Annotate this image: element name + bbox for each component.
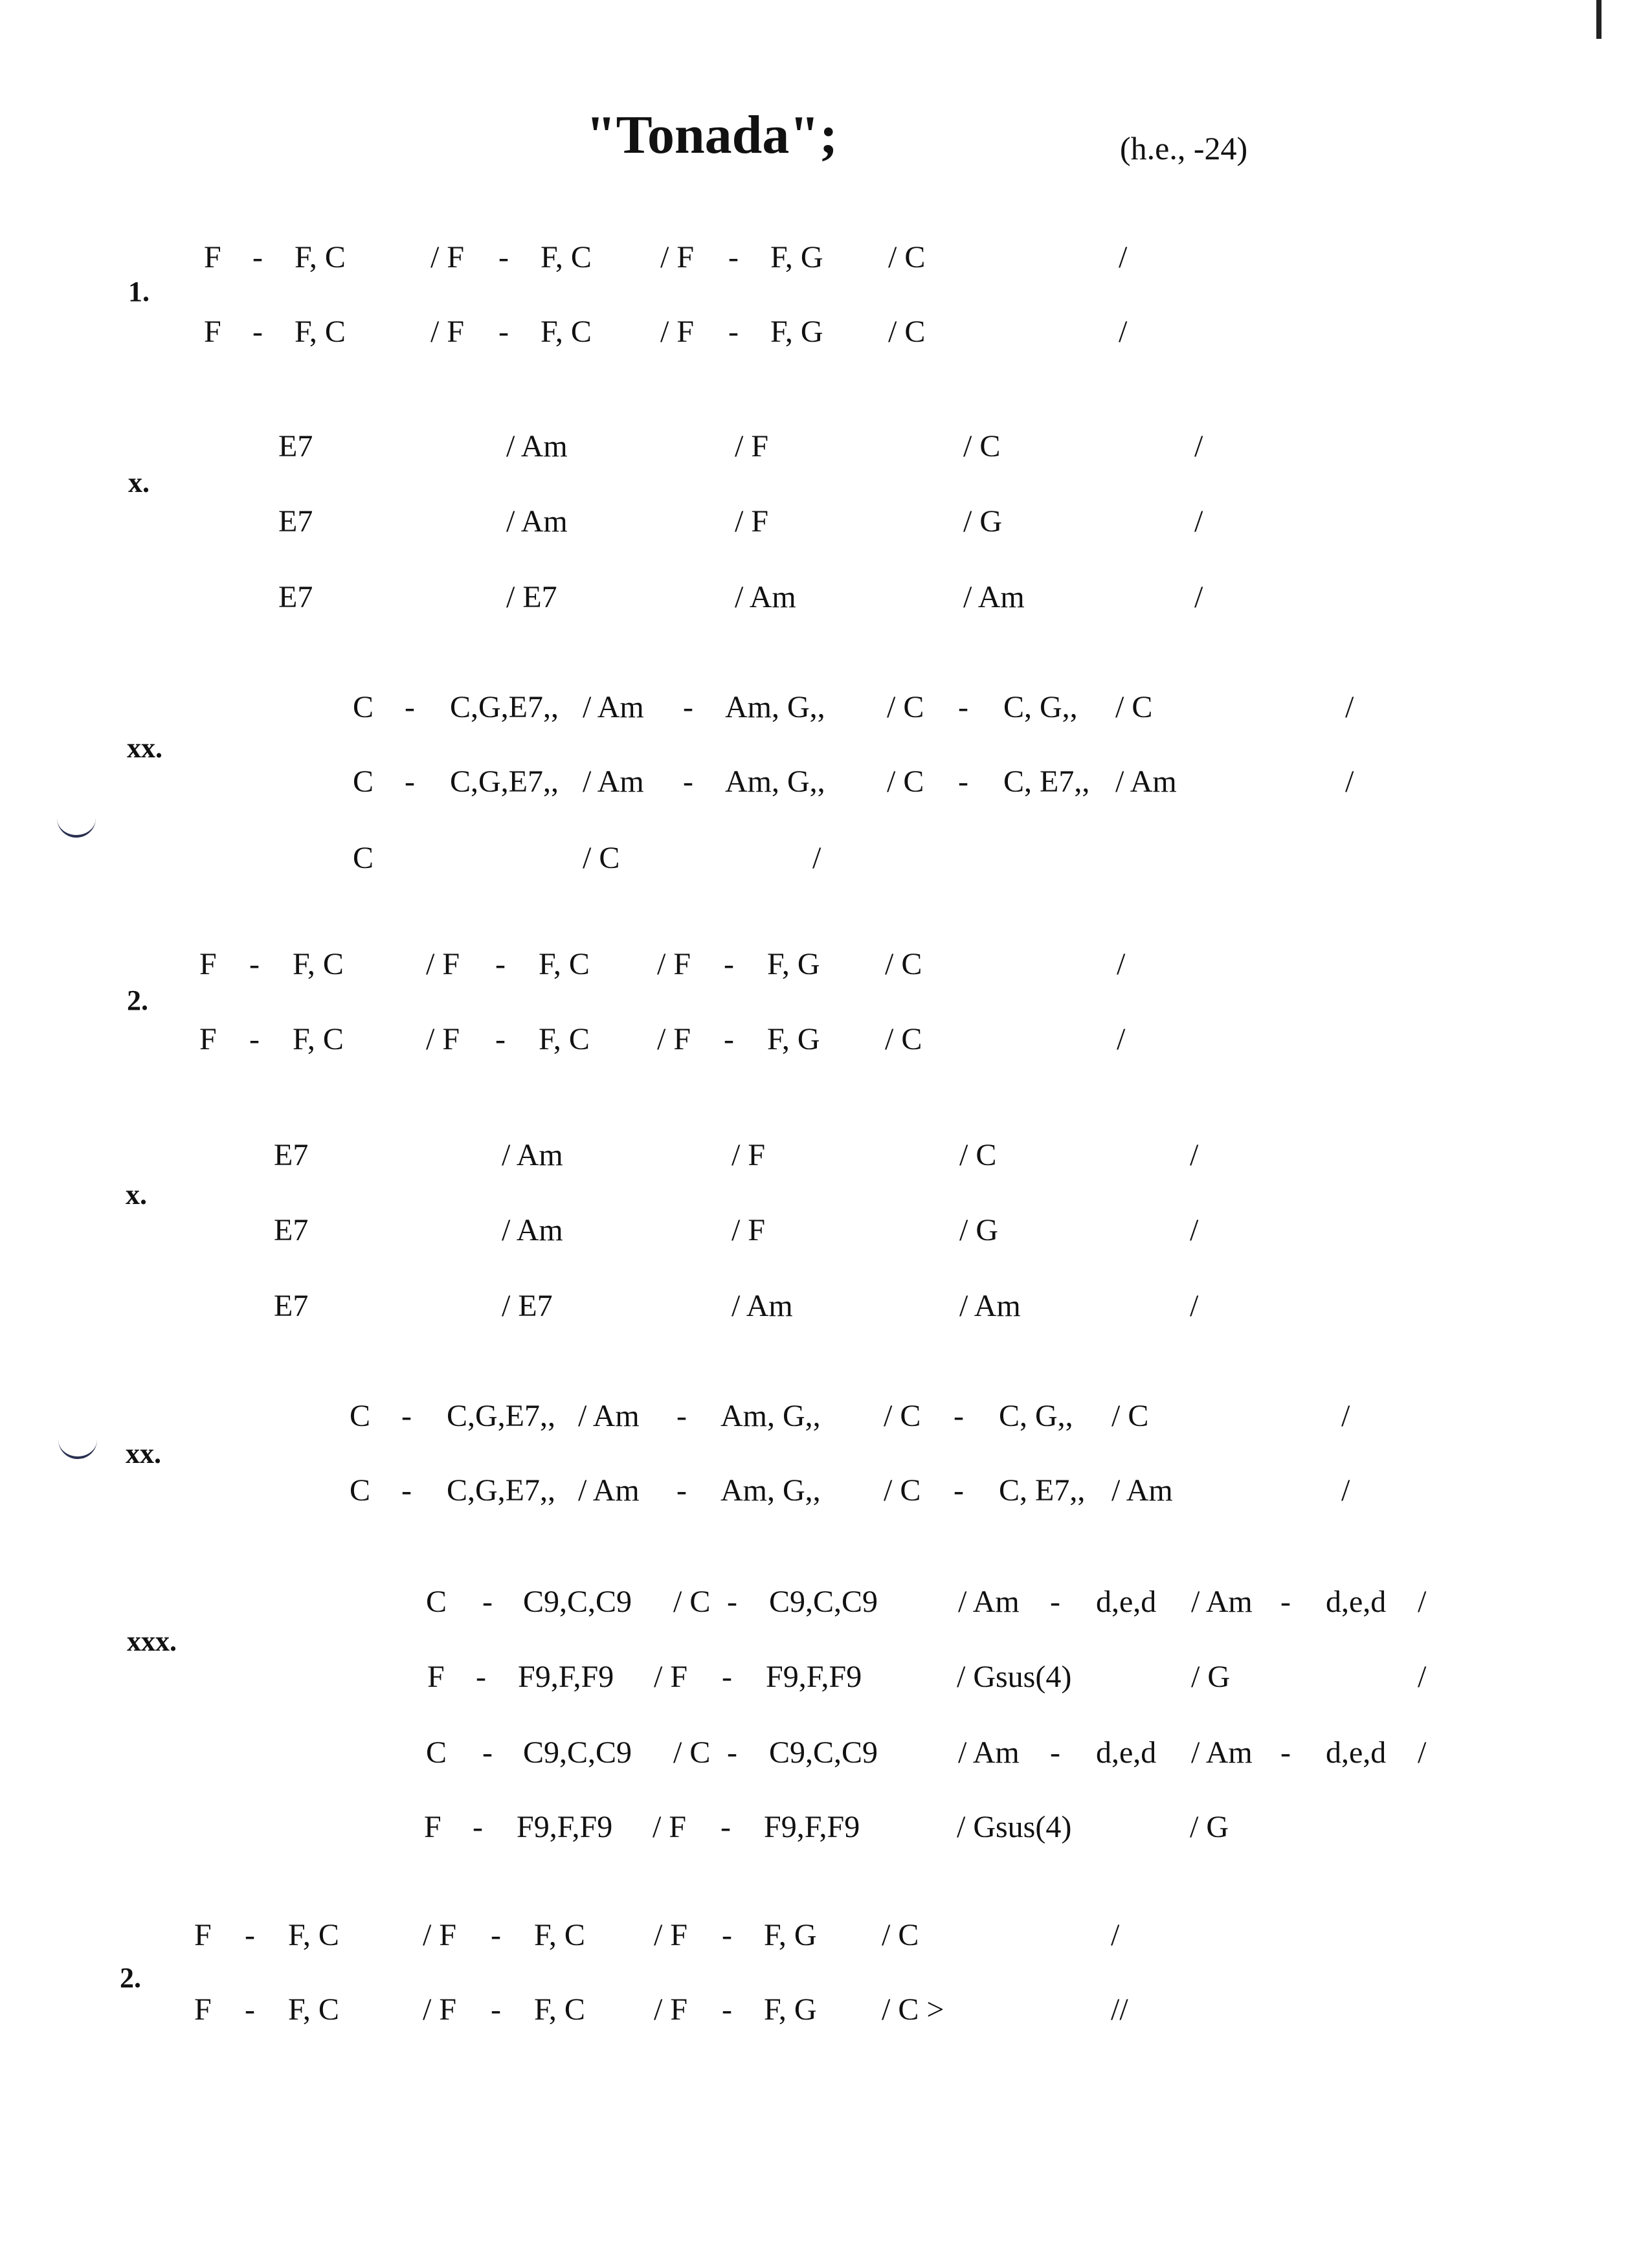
chord: / G xyxy=(1190,1810,1229,1844)
chord-dash: - xyxy=(401,1473,412,1508)
chord-row xyxy=(0,240,1652,285)
chord-row xyxy=(0,840,1652,886)
chord: C, E7,, xyxy=(1003,764,1090,799)
chord-dash: - xyxy=(1050,1585,1060,1619)
chord: / Am xyxy=(963,580,1025,614)
chord-dash: - xyxy=(491,1918,501,1952)
chord: F, G xyxy=(770,240,823,274)
bar-line: / xyxy=(1119,315,1128,349)
chord: / F xyxy=(430,315,465,349)
chord: / C xyxy=(884,1399,921,1433)
chord: F, C xyxy=(293,1022,344,1056)
chord: C xyxy=(353,764,374,799)
chord: C xyxy=(426,1585,447,1619)
chord: F, C xyxy=(534,1992,585,2027)
section-label: xxx. xyxy=(127,1625,177,1657)
chord: / Am xyxy=(578,1473,640,1508)
bar-line: / xyxy=(1117,947,1126,981)
chord: F, G xyxy=(764,1992,817,2027)
chord: / E7 xyxy=(506,580,557,614)
chord: F xyxy=(194,1992,212,2027)
chord: F, C xyxy=(541,240,592,274)
chord-row xyxy=(0,1735,1652,1780)
chord: E7 xyxy=(274,1213,309,1247)
chord-dash: - xyxy=(676,1399,687,1433)
chord: Am, G,, xyxy=(720,1399,821,1433)
bar-line: // xyxy=(1111,1992,1128,2027)
chord: / G xyxy=(959,1213,998,1247)
bar-line: / xyxy=(1111,1918,1120,1952)
chord: C xyxy=(353,841,374,875)
chord: / C xyxy=(885,1022,922,1056)
chord: / F xyxy=(660,240,695,274)
chord: F, C xyxy=(539,947,590,981)
chord: Am, G,, xyxy=(725,764,825,799)
song-title: "Tonada"; xyxy=(586,105,838,165)
chord-dash: - xyxy=(683,764,693,799)
chord-row xyxy=(0,1659,1652,1704)
chord-dash: - xyxy=(954,1399,964,1433)
chord: F xyxy=(199,947,217,981)
chord: / F xyxy=(653,1810,687,1844)
chord: C9,C,C9 xyxy=(523,1585,632,1619)
chord-dash: - xyxy=(495,1022,506,1056)
bar-line: / xyxy=(1190,1289,1199,1323)
chord: / Am xyxy=(1191,1585,1253,1619)
chord: / Am xyxy=(583,690,644,724)
chord: E7 xyxy=(278,580,313,614)
chord: F9,F,F9 xyxy=(517,1810,613,1844)
chord: F, C xyxy=(539,1022,590,1056)
chord-dash: - xyxy=(252,240,263,274)
chord-row xyxy=(0,946,1652,992)
chord-dash: - xyxy=(482,1585,493,1619)
chord: / F xyxy=(735,504,769,539)
chord-row xyxy=(0,314,1652,359)
chord: / C xyxy=(583,841,620,875)
chord: C,G,E7,, xyxy=(447,1473,555,1508)
chord-dash: - xyxy=(727,1735,737,1770)
chord-dash: - xyxy=(245,1992,255,2027)
chord: C xyxy=(350,1473,371,1508)
chord: F9,F,F9 xyxy=(764,1810,860,1844)
chord: / Am xyxy=(506,504,568,539)
chord-dash: - xyxy=(245,1918,255,1952)
bar-line: / xyxy=(1418,1585,1427,1619)
chord: F, G xyxy=(764,1918,817,1952)
chord-dash: - xyxy=(401,1399,412,1433)
chord-dash: - xyxy=(498,240,509,274)
chord: F9,F,F9 xyxy=(766,1660,862,1694)
chord: / F xyxy=(735,429,769,463)
chord: / F xyxy=(657,1022,691,1056)
chord: C9,C,C9 xyxy=(769,1735,878,1770)
chord-dash: - xyxy=(249,947,260,981)
bar-line: / xyxy=(1119,240,1128,274)
chord-dash: - xyxy=(728,315,739,349)
chord: / C xyxy=(887,764,924,799)
chord-dash: - xyxy=(473,1810,483,1844)
bar-line: / xyxy=(1341,1399,1350,1433)
chord: / Am xyxy=(958,1735,1020,1770)
chord: C, E7,, xyxy=(999,1473,1086,1508)
chord: F xyxy=(194,1918,212,1952)
chord: F xyxy=(204,315,221,349)
chord-row xyxy=(0,1288,1652,1333)
section-label: x. xyxy=(128,467,150,498)
chord: / C xyxy=(673,1585,711,1619)
chord-dash: - xyxy=(958,690,968,724)
chord: F, C xyxy=(295,315,346,349)
bar-line: / xyxy=(1117,1022,1126,1056)
chord: E7 xyxy=(274,1138,309,1172)
chord-dash: - xyxy=(405,764,415,799)
bar-line: / xyxy=(1190,1213,1199,1247)
chord: / G xyxy=(1191,1660,1230,1694)
chord-row xyxy=(0,689,1652,735)
chord-dash: - xyxy=(491,1992,501,2027)
chord-dash: - xyxy=(1280,1735,1291,1770)
chord: E7 xyxy=(278,504,313,539)
chord: / Am xyxy=(506,429,568,463)
chord: C9,C,C9 xyxy=(523,1735,632,1770)
chord-dash: - xyxy=(958,764,968,799)
bar-line: / xyxy=(1194,580,1203,614)
chord-dash: - xyxy=(482,1735,493,1770)
chord-row xyxy=(0,1809,1652,1855)
chord: Am, G,, xyxy=(720,1473,821,1508)
chord: / C xyxy=(888,240,926,274)
chord: / G xyxy=(963,504,1002,539)
song-subtitle: (h.e., -24) xyxy=(1120,130,1248,166)
chord: C xyxy=(353,690,374,724)
bar-line: / xyxy=(1345,690,1354,724)
chord-dash: - xyxy=(1050,1735,1060,1770)
chord: / C xyxy=(885,947,922,981)
chord: / Gsus(4) xyxy=(957,1660,1072,1694)
chord-dash: - xyxy=(724,947,734,981)
chord: / Am xyxy=(731,1289,793,1323)
section-label: xx. xyxy=(126,1438,161,1469)
chord: / F xyxy=(423,1918,457,1952)
bar-line: / xyxy=(1190,1138,1199,1172)
chord-dash: - xyxy=(720,1810,731,1844)
chord: C xyxy=(350,1399,371,1433)
chord-dash: - xyxy=(724,1022,734,1056)
chord-dash: - xyxy=(722,1918,732,1952)
chord: / C xyxy=(888,315,926,349)
chord-row xyxy=(0,1137,1652,1183)
chord: / C xyxy=(673,1735,711,1770)
section-label: 1. xyxy=(128,276,150,307)
chord-dash: - xyxy=(722,1992,732,2027)
chord: d,e,d xyxy=(1326,1585,1387,1619)
chord: / Am xyxy=(959,1289,1021,1323)
chord-dash: - xyxy=(722,1660,732,1694)
chord: / Am xyxy=(502,1213,563,1247)
chord: C,G,E7,, xyxy=(450,764,559,799)
chord: / C xyxy=(959,1138,997,1172)
chord-row xyxy=(0,1917,1652,1963)
chord: E7 xyxy=(274,1289,309,1323)
chord: / F xyxy=(430,240,465,274)
chord: / F xyxy=(654,1918,688,1952)
chord: / F xyxy=(654,1992,688,2027)
bar-line: / xyxy=(1418,1660,1427,1694)
chord: / C xyxy=(1115,690,1153,724)
chord: / Am xyxy=(1111,1473,1173,1508)
chord: / F xyxy=(660,315,695,349)
bar-line: / xyxy=(1418,1735,1427,1770)
chord: / Gsus(4) xyxy=(957,1810,1072,1844)
chord: / Am xyxy=(502,1138,563,1172)
chord: F, C xyxy=(534,1918,585,1952)
chord-dash: - xyxy=(728,240,739,274)
chord: / F xyxy=(654,1660,688,1694)
chord: C, G,, xyxy=(999,1399,1073,1433)
chord: C,G,E7,, xyxy=(450,690,559,724)
chord: F9,F,F9 xyxy=(518,1660,614,1694)
chord: F, C xyxy=(541,315,592,349)
chord-dash: - xyxy=(954,1473,964,1508)
pencil-mark xyxy=(57,809,96,838)
chord: F xyxy=(427,1660,445,1694)
section-label: x. xyxy=(126,1179,147,1210)
chord-row xyxy=(0,429,1652,474)
chord: / F xyxy=(657,947,691,981)
chord-row xyxy=(0,764,1652,809)
chord: / Am xyxy=(583,764,644,799)
scan-edge-mark xyxy=(1596,0,1602,39)
chord: F, C xyxy=(293,947,344,981)
chord: d,e,d xyxy=(1096,1735,1157,1770)
chord-dash: - xyxy=(249,1022,260,1056)
chord: / C xyxy=(963,429,1001,463)
chord: / C xyxy=(1111,1399,1149,1433)
chord: / Am xyxy=(578,1399,640,1433)
chord-row xyxy=(0,1992,1652,2037)
chord: F, C xyxy=(295,240,346,274)
chord: E7 xyxy=(278,429,313,463)
chord-dash: - xyxy=(498,315,509,349)
chord-dash: - xyxy=(676,1473,687,1508)
chord: / E7 xyxy=(502,1289,553,1323)
bar-line: / xyxy=(1194,504,1203,539)
chord: C9,C,C9 xyxy=(769,1585,878,1619)
chord-dash: - xyxy=(727,1585,737,1619)
chord: / C > xyxy=(882,1992,944,2027)
chord-dash: - xyxy=(495,947,506,981)
chord: / Am xyxy=(1191,1735,1253,1770)
chord-row xyxy=(0,504,1652,549)
chord: F, G xyxy=(767,947,820,981)
chord: / Am xyxy=(1115,764,1177,799)
chord: / Am xyxy=(735,580,796,614)
bar-line: / xyxy=(1341,1473,1350,1508)
chord: F xyxy=(204,240,221,274)
section-label: 2. xyxy=(120,1962,141,1994)
chord-dash: - xyxy=(1280,1585,1291,1619)
chord: / F xyxy=(423,1992,457,2027)
chord-dash: - xyxy=(683,690,693,724)
chord: d,e,d xyxy=(1096,1585,1157,1619)
chord: / F xyxy=(426,1022,460,1056)
chord-dash: - xyxy=(476,1660,486,1694)
chord: / F xyxy=(426,947,460,981)
chord-row xyxy=(0,1398,1652,1444)
chord: F, C xyxy=(288,1918,339,1952)
chord: F, G xyxy=(770,315,823,349)
bar-line: / xyxy=(812,841,821,875)
chord: C xyxy=(426,1735,447,1770)
chord: F xyxy=(424,1810,441,1844)
chord: Am, G,, xyxy=(725,690,825,724)
chord: / Am xyxy=(958,1585,1020,1619)
chord: / F xyxy=(731,1213,766,1247)
chord: / C xyxy=(887,690,924,724)
chord-dash: - xyxy=(252,315,263,349)
chord: F, C xyxy=(288,1992,339,2027)
chord-row xyxy=(0,1473,1652,1518)
chord-row xyxy=(0,1212,1652,1258)
chord: C, G,, xyxy=(1003,690,1078,724)
chord: F xyxy=(199,1022,217,1056)
chord: / F xyxy=(731,1138,766,1172)
chord-row xyxy=(0,579,1652,625)
chord: / C xyxy=(884,1473,921,1508)
chord-dash: - xyxy=(405,690,415,724)
chord: d,e,d xyxy=(1326,1735,1387,1770)
bar-line: / xyxy=(1194,429,1203,463)
chord: F, G xyxy=(767,1022,820,1056)
chord-row xyxy=(0,1584,1652,1629)
bar-line: / xyxy=(1345,764,1354,799)
section-label: 2. xyxy=(127,985,148,1016)
chord-row xyxy=(0,1021,1652,1067)
chord: / C xyxy=(882,1918,919,1952)
section-label: xx. xyxy=(127,732,162,764)
chord: C,G,E7,, xyxy=(447,1399,555,1433)
